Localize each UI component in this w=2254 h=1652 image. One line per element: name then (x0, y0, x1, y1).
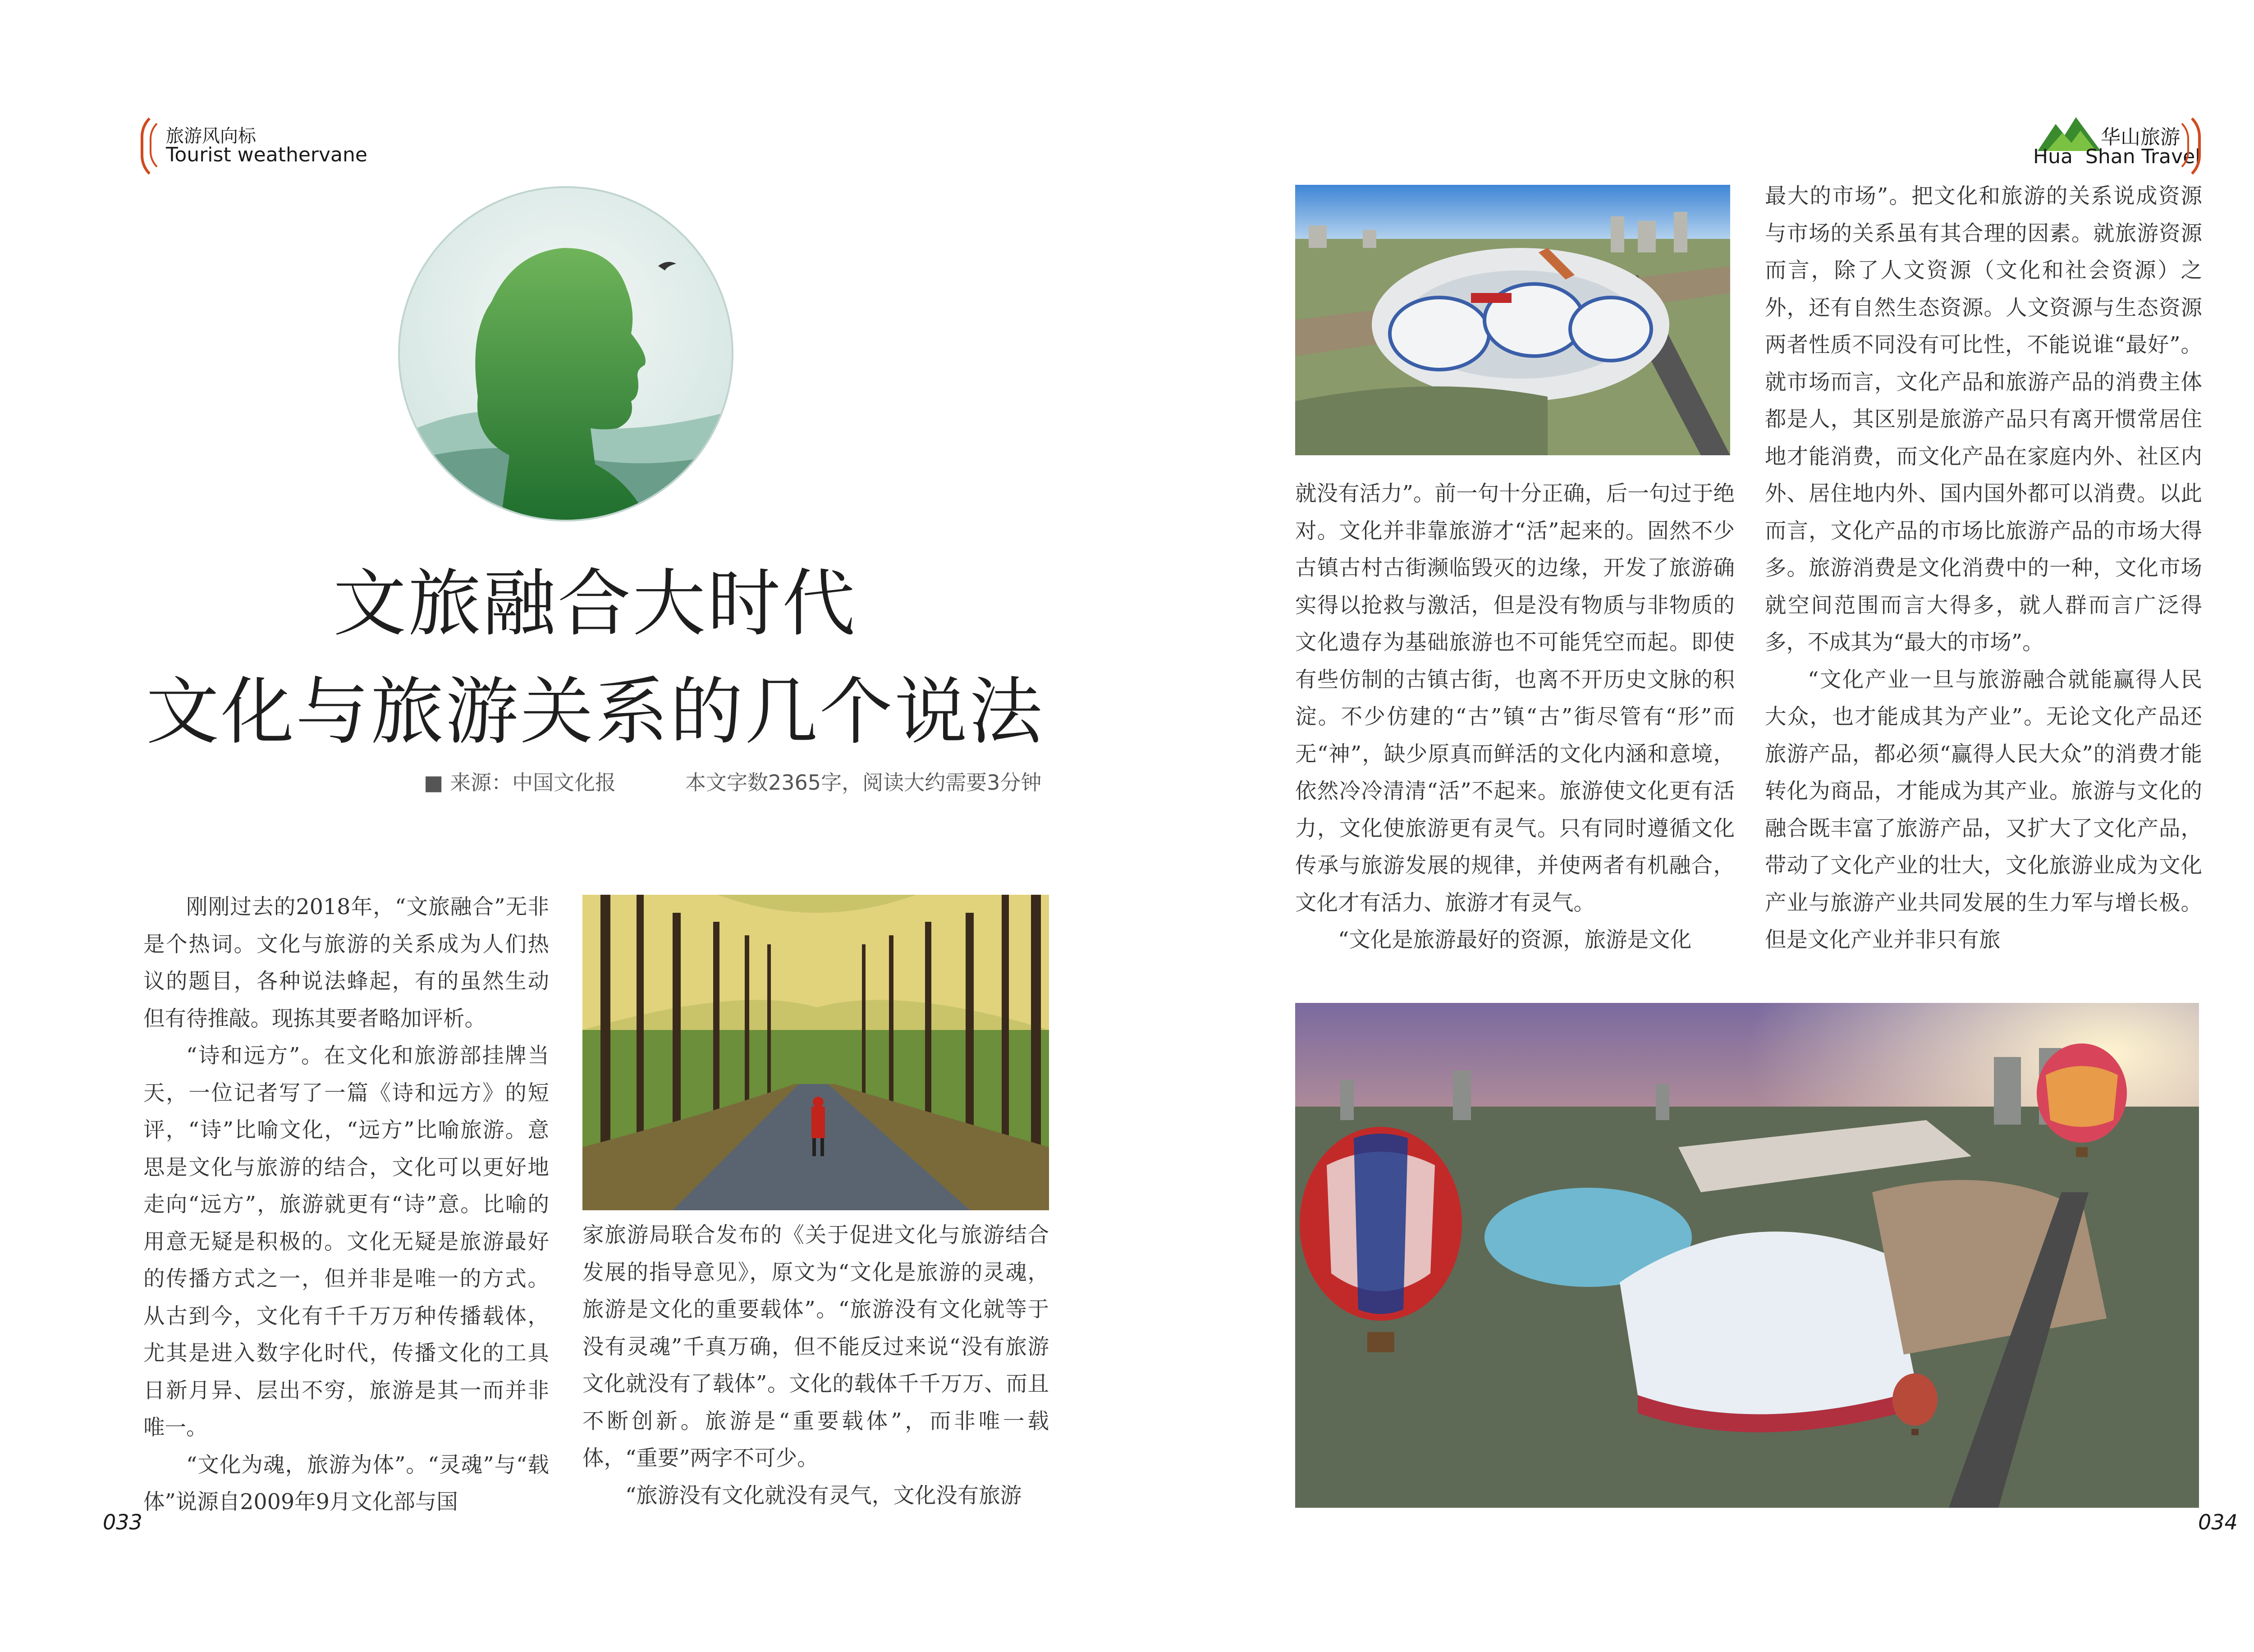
source-line: ■ 来源：中国文化报 (424, 770, 616, 795)
hot-air-balloon-resort-photo (1295, 1003, 2199, 1508)
column-2 (582, 1217, 1049, 1515)
paragraph: 刚刚过去的2018年，“文旅融合”无非是个热词。文化与旅游的关系成为人们热议的题目，各种说法蜂起，有的虽然生动但有待推敲。现拣其要者略加评析。 (143, 895, 549, 1031)
paragraph: “旅游没有文化就没有灵气，文化没有旅游 (625, 1483, 1022, 1508)
article-title-line2: 文化与旅游关系的几个说法 (146, 670, 1044, 755)
paragraph: 最大的市场”。把文化和旅游的关系说成资源与市场的关系虽有其合理的因素。就旅游资源而言，除了人文资源（文化和社会资源）之外，还有自然生态资源。人文资源与生态资源两者性质不同没有可比性，不能说谁“最好”。就市场而言，文化产品和旅游产品的消费主体都是人，其区别是旅游产品只有离开惯常居住地才能消费，而文化产品在家庭内外、社区内外、居住地内外、国内国外都可以消费。以此而言，文化产品的市场比旅游产品的市场大得多。旅游消费是文化消费中的一种，文化市场就空间范围而言大得多，就人群而言广泛得多，不成其为“最大的市场”。 (1765, 184, 2202, 655)
forest-road-photo (582, 895, 1049, 1210)
left-header-cn: 旅游风向标 (166, 126, 256, 146)
page-number-left: 033 (103, 1510, 142, 1534)
right-header-en: Hua Shan Travel (2033, 145, 2201, 168)
column-1 (143, 889, 549, 1521)
paragraph: “文化是旅游最好的资源，旅游是文化 (1338, 928, 1692, 952)
word-count: 本文字数2365字，阅读大约需要3分钟 (685, 770, 1042, 795)
article-title-line1: 文旅融合大时代 (333, 562, 857, 646)
theme-park-aerial-photo (1295, 185, 1730, 455)
paragraph: “文化产业一旦与旅游融合就能赢得人民大众，也才能成其为产业”。无论文化产品还旅游产品，都必须“赢得人民大众”的消费才能转化为商品，才能成为其产业。旅游与文化的融合既丰富了旅游产品，又扩大了文化产品，带动了文化产业的壮大，文化旅游业成为文化产业与旅游产业共同发展的生力军与增长极。但是文化产业并非只有旅 (1765, 667, 2202, 952)
paragraph: “文化为魂，旅游为体”。“灵魂”与“载体”说源自2009年9月文化部与国 (143, 1452, 549, 1515)
left-header-en: Tourist weathervane (166, 143, 367, 166)
page-number-right: 034 (2198, 1510, 2238, 1534)
silhouette-forest-circle (397, 185, 735, 523)
column-4 (1765, 178, 2202, 959)
paragraph: “诗和远方”。在文化和旅游部挂牌当天，一位记者写了一篇《诗和远方》的短评，“诗”比喻文化，“远方”比喻旅游。意思是文化与旅游的结合，文化可以更好地走向“远方”，旅游就更有“诗”意。比喻的用意无疑是积极的。文化无疑是旅游最好的传播方式之一，但并非是唯一的方式。从古到今，文化有千千万万种传播载体，尤其是进入数字化时代，传播文化的工具日新月异、层出不穷，旅游是其一而并非唯一。 (143, 1043, 549, 1440)
right-header-cn: 华山旅游 (2101, 126, 2180, 149)
column-3 (1295, 476, 1735, 959)
paragraph: 家旅游局联合发布的《关于促进文化与旅游结合发展的指导意见》，原文为“文化是旅游的灵魂，旅游是文化的重要载体”。“旅游没有文化就等于没有灵魂”千真万确，但不能反过来说“没有旅游文化就没有了载体”。文化的载体千千万万、而且不断创新。旅游是“重要载体”，而非唯一载体，“重要”两字不可少。 (582, 1223, 1049, 1471)
paragraph: 就没有活力”。前一句十分正确，后一句过于绝对。文化并非靠旅游才“活”起来的。固然不少古镇古村古街濒临毁灭的边缘，开发了旅游确实得以抢救与激活，但是没有物质与非物质的文化遗存为基础旅游也不可能凭空而起。即使有些仿制的古镇古街，也离不开历史文脉的积淀。不少仿建的“古”镇“古”街尽管有“形”而无“神”，缺少原真而鲜活的文化内涵和意境，依然冷冷清清“活”不起来。旅游使文化更有活力，文化使旅游更有灵气。只有同时遵循文化传承与旅游发展的规律，并使两者有机融合，文化才有活力、旅游才有灵气。 (1295, 481, 1735, 915)
